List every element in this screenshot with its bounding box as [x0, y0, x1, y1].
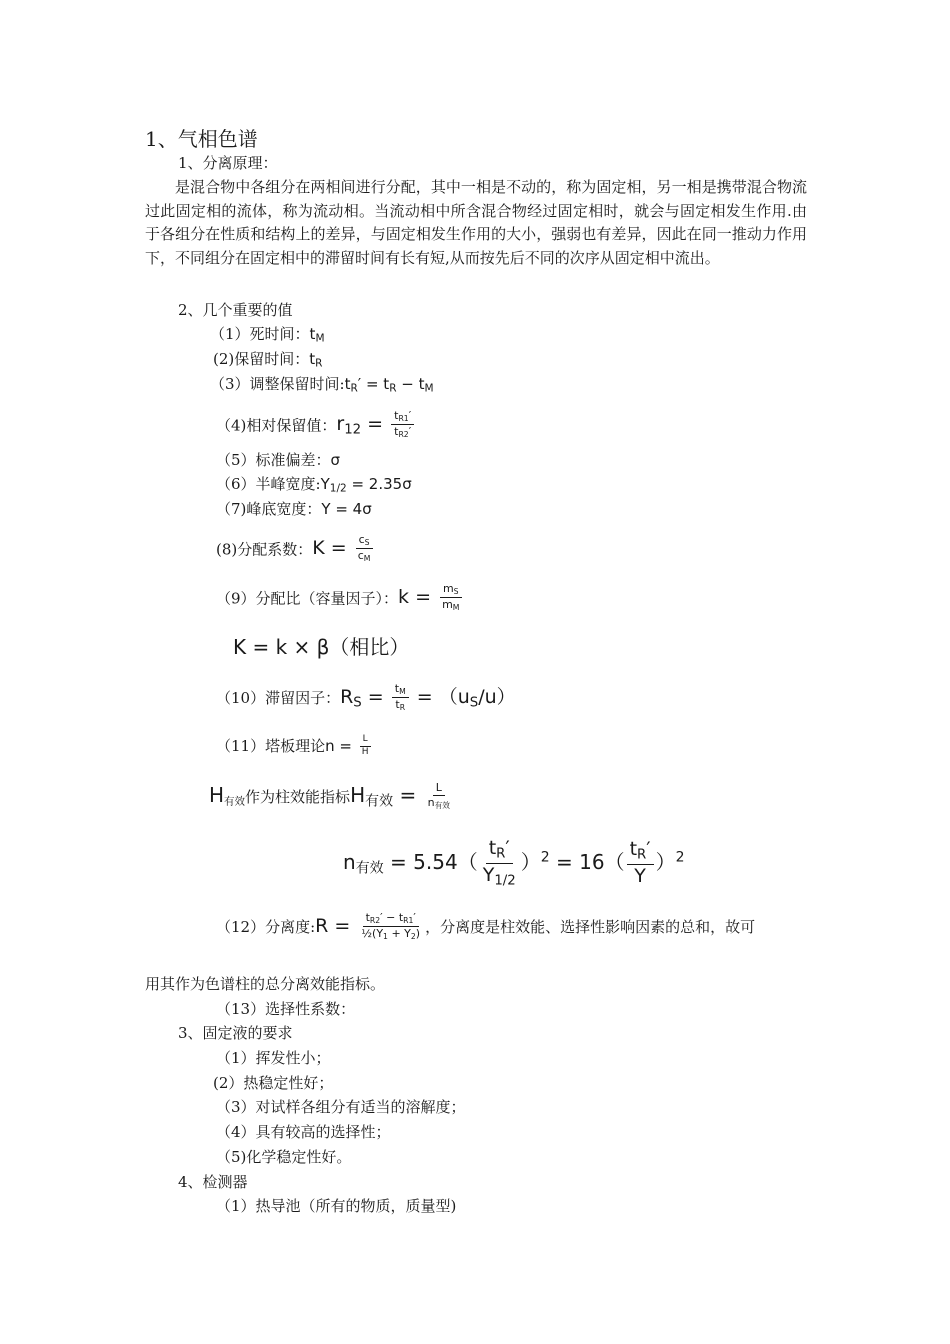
item-peak-base-width [216, 499, 372, 519]
heading-separation-principle: 1、分离原理： [178, 154, 278, 172]
symbol-H: H [209, 783, 225, 807]
formula-H-eff: $H_{有效}$ = $\frac{L}{n_{有效}}$ [350, 781, 450, 811]
detector-item: （1）热导池（所有的物质，质量型) [216, 1197, 457, 1215]
h-effective-text: 作为柱效能指标 [245, 788, 351, 806]
formula-n: n = $\frac{L}{H}$ [325, 737, 373, 755]
item-retention-time [213, 349, 322, 374]
phase-ratio-label: （相比） [329, 635, 410, 659]
item-relative-retention [216, 410, 416, 444]
item-dead-time [210, 324, 325, 349]
requirement-item: （4）具有较高的选择性； [216, 1123, 391, 1141]
formula-R: R = $\frac{t_{R2}' - t_{R1}'}{\frac{1}{2}(Y_1 + Y_2)}$ [315, 910, 421, 941]
item-distribution-ratio [216, 583, 464, 613]
item-label: （10）滞留因子： [216, 689, 341, 707]
item-adjusted-retention [210, 374, 434, 399]
formula-tm: $t_M$ [309, 325, 325, 345]
item-label: （6）半峰宽度: [216, 475, 321, 493]
formula-Rs: $R_S$ = $\frac{t_M}{t_R}$ = $(u_S/u)$ [340, 681, 516, 712]
formula-base-width: Y = 4σ [321, 500, 372, 518]
principle-paragraph: 是混合物中各组分在两相间进行分配，其中一相是不动的，称为固定相，另一相是携带混合物流过此固定相的流体，称为流动相。当流动相中所含混合物经过固定相时，就会与固定相发生作用.由于各组分在性质和结构上的差异，与固定相发生作用的大小，强弱也有差异，因此在同一推动力作用下，不同组分在固定相中的滞留时间有长有短,从而按先后不同的次序从固定相中流出。 [145, 178, 807, 267]
formula-sigma: σ [330, 451, 341, 469]
formula-tr-prime: $t_R' = t_R - t_M$ [344, 375, 434, 395]
requirement-item: (2）热稳定性好； [213, 1074, 334, 1092]
formula-n-eff-expr: $n_{有效} = 5.54$（ $\frac{t_R'}{Y_{1/2}}$ ）$^2$ = 16（ $\frac{t_R'}{Y}$ ）$^2$ [343, 836, 685, 888]
formula-tr: $t_R$ [309, 350, 323, 370]
requirement-item: （3）对试样各组分有适当的溶解度； [216, 1098, 466, 1116]
formula-half-width: $Y_{1/2} = 2.35\sigma$ [320, 475, 412, 495]
heading-important-values: 2、几个重要的值 [178, 301, 293, 319]
item-label: （9）分配比（容量因子）： [216, 589, 399, 608]
section-title: 1、气相色谱 [145, 127, 258, 151]
resolution-continuation: 用其作为色谱柱的总分离效能指标。 [145, 975, 386, 993]
item-label: （4)相对保留值： [216, 416, 337, 435]
item-label: (8)分配系数： [216, 540, 313, 559]
heading-detector: 4、检测器 [178, 1173, 248, 1191]
h-sub-effective: 有效 [224, 795, 246, 808]
formula-K: K = $\frac{c_S}{c_M}$ [312, 537, 375, 559]
item-distribution-coefficient [216, 534, 375, 564]
item-standard-deviation [216, 450, 340, 470]
item-label: （11）塔板理论 [216, 737, 326, 755]
item-resolution [216, 904, 755, 949]
formula-k: k = $\frac{m_S}{m_M}$ [398, 586, 464, 608]
item-label: （7)峰底宽度： [216, 500, 322, 518]
item-plate-theory [216, 733, 374, 759]
heading-stationary-liquid: 3、固定液的要求 [178, 1024, 293, 1042]
formula-n-effective [343, 832, 685, 893]
formula-phase-ratio [233, 634, 409, 660]
resolution-tail: ，分离度是柱效能、选择性影响因素的总和，故可 [425, 918, 756, 936]
item-retention-factor [216, 682, 516, 718]
item-label: （1）死时间： [210, 325, 310, 343]
requirement-item: （1）挥发性小； [216, 1049, 331, 1067]
item-half-peak-width [216, 474, 412, 499]
item-label: （5）标准偏差： [216, 451, 331, 469]
h-effective-line [209, 780, 455, 817]
formula-K-k-beta: K = k × β [233, 635, 330, 659]
item-label: （3）调整保留时间: [210, 375, 345, 393]
item-label: (2)保留时间： [213, 350, 310, 368]
item-label: （12）分离度: [216, 918, 316, 936]
item-selectivity: （13）选择性系数： [216, 1000, 356, 1018]
requirement-item: （5)化学稳定性好。 [216, 1148, 352, 1166]
formula-r12: $r_{12}$ = $\frac{t_{R1}'}{t_{R2}'}$ [336, 413, 416, 435]
